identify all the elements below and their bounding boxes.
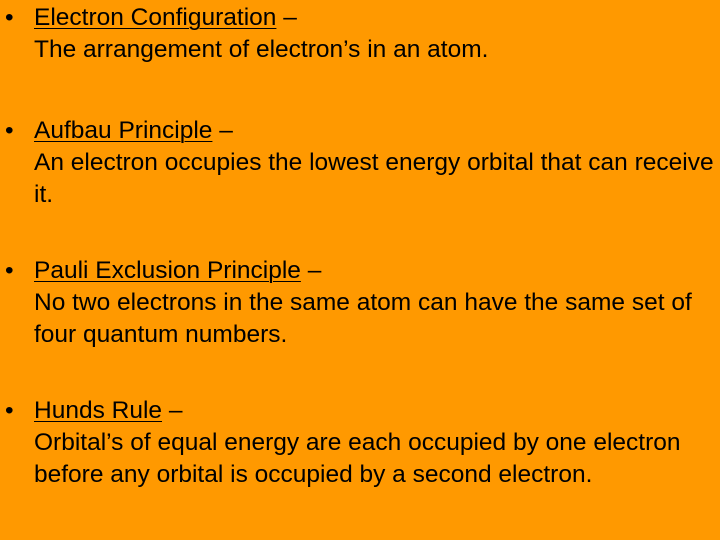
bullet-body xyxy=(34,115,718,211)
bullet-item-pauli-exclusion-principle xyxy=(0,255,720,351)
bullet-icon: • xyxy=(5,117,14,144)
definition-text: Orbital’s of equal energy are each occupied by one electron before any orbital is occupied by a second electron. xyxy=(34,429,681,488)
term-dash: – xyxy=(162,397,183,424)
term-dash: – xyxy=(276,4,297,31)
term-link[interactable]: Electron Configuration xyxy=(34,4,277,31)
bullet-icon: • xyxy=(5,397,14,424)
bullet-item-hunds-rule xyxy=(0,395,720,491)
term-line xyxy=(34,2,718,34)
definition-text: The arrangement of electron’s in an atom. xyxy=(34,36,489,63)
bullet-body xyxy=(34,255,718,351)
term-link[interactable]: Pauli Exclusion Principle xyxy=(34,257,301,284)
term-dash: – xyxy=(212,117,233,144)
bullet-body xyxy=(34,2,718,66)
bullet-body xyxy=(34,395,718,491)
bullet-item-aufbau-principle xyxy=(0,115,720,211)
definition-text: An electron occupies the lowest energy orbital that can receive it. xyxy=(34,149,714,208)
bullet-icon: • xyxy=(5,257,14,284)
term-dash: – xyxy=(300,257,322,284)
term-link[interactable]: Hunds Rule xyxy=(34,397,163,424)
term-line xyxy=(34,395,718,427)
bullet-icon: • xyxy=(5,4,14,31)
bullet-item-electron-configuration xyxy=(0,2,720,66)
term-line xyxy=(34,115,718,147)
term-line xyxy=(34,255,718,287)
definition-text: No two electrons in the same atom can have the same set of four quantum numbers. xyxy=(34,289,692,348)
term-link[interactable]: Aufbau Principle xyxy=(34,117,213,144)
